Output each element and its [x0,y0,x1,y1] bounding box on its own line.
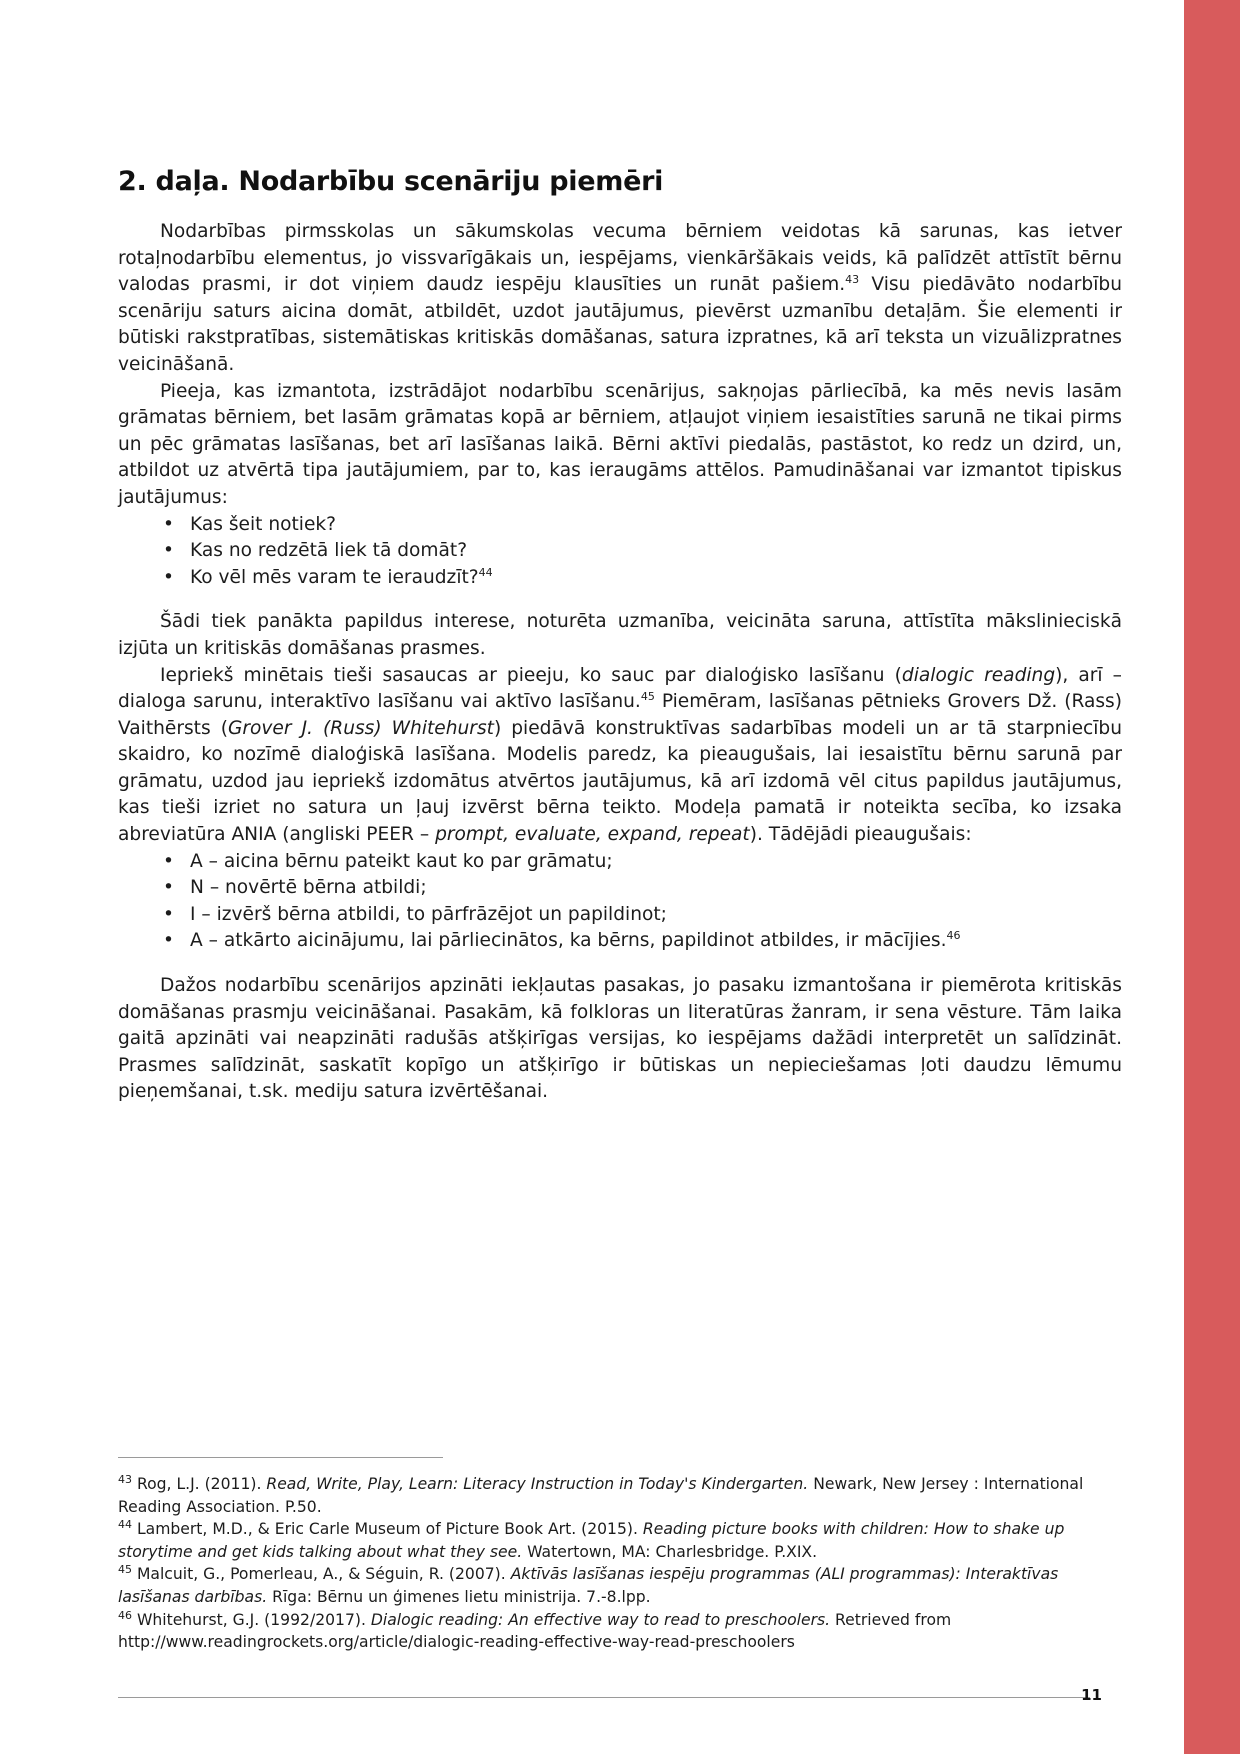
list-item [160,902,1122,929]
footnote-ref-46: 46 [946,929,961,943]
footnote-46 [118,1609,1128,1654]
footnote-divider [118,1457,443,1458]
footnote-ref-43: 43 [845,273,860,286]
footnote-number: 43 [118,1472,132,1486]
list-item-text: Kas šeit notiek? [190,513,337,535]
paragraph-dialogic-italic-d: prompt, evaluate, expand, repeat [435,824,750,846]
list-item [160,875,1122,902]
footnote-ref-44: 44 [478,565,493,579]
footnote-text: Malcuit, G., Pomerleau, A., & Séguin, R. (2007). [132,1565,511,1584]
list-item-text: A – atkārto aicinājumu, lai pārliecinātos, ka bērns, papildinot atbildes, ir mācījies. [190,930,947,952]
main-content [118,166,1122,1106]
footnote-number: 45 [118,1563,132,1577]
paragraph-intro-text-a: Nodarbības pirmsskolas un sākumskolas vecuma bērniem veidotas kā sarunas, kas ietver rotaļnodarbību elementus, jo vissvarīgākais un, iespējams, vienkāršākais veids, kā palīdzēt attīstīt bērnu valodas prasmi, ir dot viņiem daudz iespēju klausīties un runāt pašiem. [118,221,1122,296]
section-heading: 2. daļa. Nodarbību scenāriju piemēri [118,166,664,197]
footnote-45 [118,1563,1128,1608]
paragraph-approach: Pieeja, kas izmantota, izstrādājot nodarbību scenārijus, sakņojas pārliecībā, ka mēs nevis lasām grāmatas bērniem, bet lasām grāmatas kopā ar bērniem, atļaujot viņiem iesaistīties sarunā ne tikai pirms un pēc grāmatas lasīšanas, bet arī lasīšanas laikā. Bērni aktīvi piedalās, pastāstot, ko redz un dzird, un, atbildot uz atvērtā tipa jautājumiem, par to, kas ieraugāms attēlos. Pamudināšanai var izmantot tipiskus jautājumus: [118,380,1122,508]
footnote-43 [118,1473,1128,1518]
footnote-text: Whitehurst, G.J. (1992/2017). [132,1610,371,1629]
paragraph-dialogic-text-a: Iepriekš minētais tieši sasaucas ar pieeju, ko sauc par dialoģisko lasīšanu ( [160,664,902,686]
paragraph-intro [118,219,1122,379]
footnote-title: Reading picture books with children: How to shake up storytime and get kids talking about what they see. [118,1520,1065,1561]
footnote-title: Dialogic reading: An effective way to read to preschoolers. [370,1610,831,1629]
side-color-band [1184,0,1240,1754]
footnote-number: 46 [118,1608,132,1622]
paragraph-dialogic-italic-c: Grover J. (Russ) Whitehurst [227,717,494,739]
footnote-ref-45: 45 [640,689,655,703]
footnote-title: Read, Write, Play, Learn: Literacy Instruction in Today's Kindergarten. [266,1475,809,1493]
list-item [160,538,1122,565]
paragraph-dialogic-text-d: ) piedāvā konstruktīvas sadarbības modeli un ar tā starpniecību skaidro, ko nozīmē dialoģiskā lasīšana. Modelis paredz, ka pieaugušais, lai iesaistītu bērnu sarunā par grāmatu, uzdod jau iepriekš izdomātus atvērtos jautājumus, kā arī izdomā vēl citus papildus jautājumus, kas tieši izriet no satura un ļauj izvērst bērna teikto. Modeļa pamatā ir noteikta secība, ko izsaka abreviatūra ANIA (angliski PEER – [118,717,1122,846]
paragraph-dialogic-text-b: ), arī – dialoga sarunu, interaktīvo lasīšanu vai aktīvo lasīšanu. [118,664,1122,713]
list-item-text: Kas no redzētā liek tā domāt? [190,540,468,562]
list-item-text: Ko vēl mēs varam te ieraudzīt? [190,566,479,588]
paragraph-intro-text-b: Visu piedāvāto nodarbību scenāriju saturs aicina domāt, atbildēt, uzdot jautājumus, pievērst uzmanību detaļām. Šie elementi ir būtiski rakstpratības, sistemātiskas kritiskās domāšanas, satura izpratnes, kā arī teksta un vizuālizpratnes veicināšanā. [118,274,1122,375]
question-list [118,512,1122,592]
footnote-text: Rog, L.J. (2011). [132,1475,267,1493]
page-footer-rule [118,1697,1090,1698]
list-item-text: N – novērtē bērna atbildi; [190,877,427,899]
footnote-44 [118,1518,1128,1563]
paragraph-interest: Šādi tiek panākta papildus interese, noturēta uzmanība, veicināta saruna, attīstīta mākslinieciskā izjūta un kritiskās domāšanas prasmes. [118,611,1122,659]
list-item-text: I – izvērš bērna atbildi, to pārfrāzējot un papildinot; [190,903,667,925]
ania-list [118,849,1122,955]
list-item [160,565,1122,592]
footnote-text: Retrieved from http://www.readingrockets.org/article/dialogic-reading-effective-way-read-preschoolers [118,1610,952,1652]
footnote-text: Rīga: Bērnu un ģimenes lietu ministrija. 7.-8.lpp. [267,1587,651,1606]
footnote-text: Newark, New Jersey : International Reading Association. P.50. [118,1475,1084,1516]
list-item-text: A – aicina bērnu pateikt kaut ko par grāmatu; [190,850,613,872]
footnote-number: 44 [118,1518,132,1531]
paragraph-dialogic [118,663,1122,849]
footnote-text: Watertown, MA: Charlesbridge. P.XIX. [522,1542,818,1561]
footnotes [118,1473,1128,1654]
list-item [160,512,1122,539]
paragraph-dialogic-italic-a: dialogic reading [901,664,1056,686]
paragraph-dialogic-text-c: Piemēram, lasīšanas pētnieks Grovers Dž. (Rass) Vaithērsts ( [118,691,1122,739]
page-number: 11 [1081,1686,1102,1704]
footnote-text: Lambert, M.D., & Eric Carle Museum of Picture Book Art. (2015). [132,1520,643,1539]
paragraph-fairytales: Dažos nodarbību scenārijos apzināti iekļautas pasakas, jo pasaku izmantošana ir piemērota kritiskās domāšanas prasmju veicināšanai. Pasakām, kā folkloras un literatūras žanram, ir sena vēsture. Tām laika gaitā apzināti vai neapzināti radušās atšķirīgas versijas, ko iespējams dažādi interpretēt un salīdzināt. Prasmes salīdzināt, saskatīt kopīgo un atšķirīgo ir būtiskas un nepieciešamas ļoti daudzu lēmumu pieņemšanai, t.sk. mediju satura izvērtēšanai. [118,975,1122,1103]
list-item [160,928,1122,955]
footnote-title: Aktīvās lasīšanas iespēju programmas (ALI programmas): Interaktīvas lasīšanas darbības. [118,1565,1059,1606]
paragraph-dialogic-text-e: ). Tādējādi pieaugušais: [749,824,972,846]
list-item [160,849,1122,876]
